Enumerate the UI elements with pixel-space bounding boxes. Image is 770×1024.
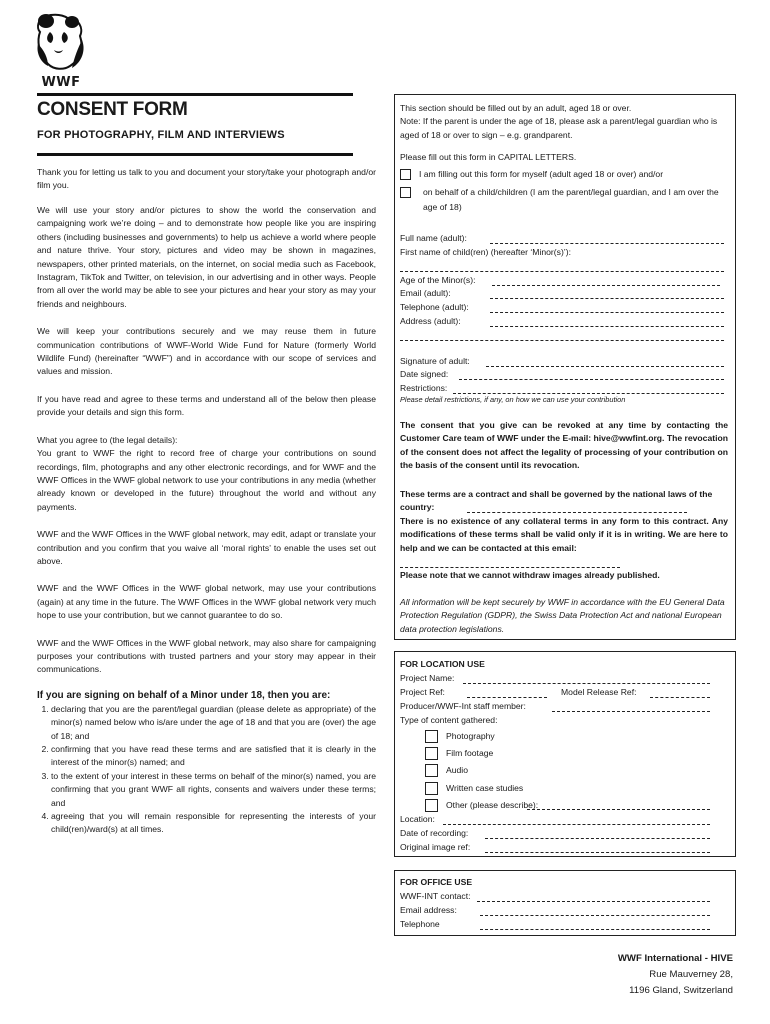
minor-item: 1. declaring that you are the parent/legal guardian (please delete as appropriate) of the minor(s) named below who is/are under the age of 18 and that you are (over) the age of 18; and [51,703,376,743]
child-name-label: First name of child(ren) (hereafter ‘Minor(s)’): [400,247,571,257]
revoke-paragraph: The consent that you give can be revoked at any time by contacting the Customer Care team of WWF under the E-mail: hive@wwfint.org. The revocation of the consent does not affect the legality of processing of your contribution on the basis of the consent until its revocation. [400,420,728,471]
full-name-label: Full name (adult): [400,233,467,243]
office-use-box [394,870,736,936]
intro-line: This section should be filled out by an adult, aged 18 or over. [400,103,632,113]
location-heading: FOR LOCATION USE [400,659,485,669]
written-label: Written case studies [446,783,524,793]
location-use-box [394,651,736,857]
option-other[interactable] [425,797,538,814]
project-name-field[interactable] [463,683,710,684]
original-ref-field[interactable] [485,852,710,853]
option-audio[interactable] [425,762,468,779]
self-option[interactable] [400,168,728,181]
film-label: Film footage [446,748,494,758]
footer-org: WWF International - HIVE [617,953,733,964]
minor-item: 3. to the extent of your interest in these terms on behalf of the minor(s) named, you are confirming that you grant WWF all rights, consents and waivers under these terms; and [51,770,376,810]
signature-field[interactable] [486,366,724,367]
date-signed-field[interactable] [459,379,724,380]
producer-label: Producer/WWF-Int staff member: [400,701,526,711]
partners-paragraph: WWF and the WWF Offices in the WWF global network, may also share for campaigning purposes your contributions with trusted partners and your story may appear in their communications. [37,637,376,675]
parent-note: Note: If the parent is under the age of 18, please ask a parent/legal guardian who is aged of 18 or over to sign – e.g. grandparent. [400,116,718,140]
option-photography[interactable] [425,728,495,745]
producer-field[interactable] [552,711,710,712]
contract-terms: There is no existence of any collateral terms in any form to this contract. Any modifications of these terms shall be valid only if it is in writing. We are here to help and we can be contacted at this email: [400,516,728,553]
signature-label: Signature of adult: [400,356,470,366]
photography-checkbox[interactable] [425,730,438,743]
child-checkbox[interactable] [400,187,411,198]
office-heading: FOR OFFICE USE [400,877,473,887]
other-field[interactable] [527,809,710,810]
restrictions-note: Please detail restrictions, if any, on how we can use your contribution [400,395,626,404]
minor-age-label: Age of the Minor(s): [400,275,476,285]
film-checkbox[interactable] [425,747,438,760]
model-release-label: Model Release Ref: [561,687,637,697]
future-use-paragraph: WWF and the WWF Offices in the WWF global network, may use your contributions (again) at any time in the future. The WWF Offices in the WWF global network very much hope to use your contribution, but we cannot guarantee to do so. [37,583,376,621]
telephone-field[interactable] [490,312,724,313]
date-recording-field[interactable] [485,838,710,839]
page-title: CONSENT FORM [37,99,188,120]
footer-street: Rue Mauverney 28, [649,969,733,980]
other-label: Other (please describe): [446,800,539,810]
left-column [37,166,376,837]
child-option-label: on behalf of a child/children (I am the parent/legal guardian, and I am over the age of 18) [423,187,719,213]
intro-paragraph: Thank you for letting us talk to you and document your story/take your photograph and/or film you. [37,167,376,191]
contract-governing-law: These terms are a contract and shall be governed by the national laws of the country: [400,489,713,513]
footer-address [618,951,733,999]
office-telephone-label: Telephone [400,919,440,929]
child-option[interactable] [400,185,728,215]
restrictions-label: Restrictions: [400,383,448,393]
email-field[interactable] [490,298,724,299]
child-name-field[interactable] [400,271,724,272]
date-signed-label: Date signed: [400,369,449,379]
office-email-field[interactable] [480,915,710,916]
legal-paragraph: You grant to WWF the right to record free of charge your contributions on sound recordings, film, photographs and any other electronic recordings, and for WWF and the WWF Offices in the WWF global network to use your contributions in any media (whether already known or developed in the future) throughout the world and without any payments. [37,448,376,512]
office-telephone-field[interactable] [480,929,710,930]
full-name-field[interactable] [490,243,724,244]
photography-label: Photography [446,731,495,741]
title-top-rule [37,93,353,96]
capitals-note: Please fill out this form in CAPITAL LETTERS. [400,152,577,163]
adult-details-box [394,94,736,640]
project-name-label: Project Name: [400,673,455,683]
office-contact-field[interactable] [477,901,710,902]
project-ref-label: Project Ref: [400,687,445,697]
address-field-2[interactable] [400,340,724,341]
withdraw-note: Please note that we cannot withdraw images already published. [400,570,660,580]
option-film[interactable] [425,745,493,762]
option-written[interactable] [425,780,523,797]
office-contact-label: WWF-INT contact: [400,891,471,901]
telephone-label: Telephone (adult): [400,302,469,312]
minor-heading: If you are signing on behalf of a Minor under 18, then you are: [37,689,331,701]
panda-icon [34,10,88,72]
location-label: Location: [400,814,435,824]
country-field[interactable] [467,512,687,513]
project-ref-field[interactable] [467,697,547,698]
audio-label: Audio [446,765,468,775]
address-field[interactable] [490,326,724,327]
office-email-label: Email address: [400,905,457,915]
edit-paragraph: WWF and the WWF Offices in the WWF global network, may edit, adapt or translate your contribution and you confirm that you waive all ‘moral rights’ to enable the uses set out above. [37,529,376,566]
content-type-label: Type of content gathered: [400,715,498,725]
logo-text: WWF [41,75,81,90]
date-recording-label: Date of recording: [400,828,469,838]
self-checkbox[interactable] [400,169,411,180]
self-option-label: I am filling out this form for myself (adult aged 18 or over) and/or [419,168,664,179]
original-ref-label: Original image ref: [400,842,471,852]
agree-paragraph: If you have read and agree to these terms and understand all of the below then please provide your details and sign this form. [37,393,376,418]
location-field[interactable] [443,824,710,825]
other-checkbox[interactable] [425,799,438,812]
minor-age-field[interactable] [492,285,720,286]
minor-item: 4. agreeing that you will remain responsible for representing the interests of your child(ren)/ward(s) at all times. [51,810,376,837]
privacy-paragraph: All information will be kept securely by WWF in accordance with the EU General Data Protection Regulation (GDPR), the Swiss Data Protection Act and national European data protection legislations. [400,597,725,634]
usage-paragraph: We will use your story and/or pictures to show the world the conservation and campaigning work we’re doing – and to demonstrate how people like you are inspiring others (including businesses and governments) to help us achieve a world where people and nature thrive. Your story, pictures and video may be shown in magazines, newspapers, other printed materials, on the internet, on social media such as Facebook, Instagram, TikTok and Twitter, on television, in our advertising and in other ways. People from all over the world may be able to see your pictures and hear your story as may your friends and neighbours. [37,205,376,309]
contact-email-field[interactable] [400,567,620,568]
storage-paragraph: We will keep your contributions securely and we may reuse them in future communication contributions of WWF-World Wide Fund for Nature (formerly World Wildlife Fund) (hereinafter “WWF”) and in accordance with our scope of services and values and mission. [37,326,376,377]
footer-city: 1196 Gland, Switzerland [629,985,733,996]
page-subtitle: FOR PHOTOGRAPHY, FILM AND INTERVIEWS [37,129,285,141]
model-release-field[interactable] [650,697,710,698]
address-label: Address (adult): [400,316,461,326]
email-label: Email (adult): [400,288,451,298]
minor-item: 2. confirming that you have read these terms and are satisfied that it is clearly in the interest of the minor(s) named; and [51,743,376,770]
written-checkbox[interactable] [425,782,438,795]
legal-heading: What you agree to (the legal details): [37,434,178,445]
audio-checkbox[interactable] [425,764,438,777]
wwf-logo [34,10,88,90]
minor-list [37,703,376,837]
title-bottom-rule [37,153,353,156]
